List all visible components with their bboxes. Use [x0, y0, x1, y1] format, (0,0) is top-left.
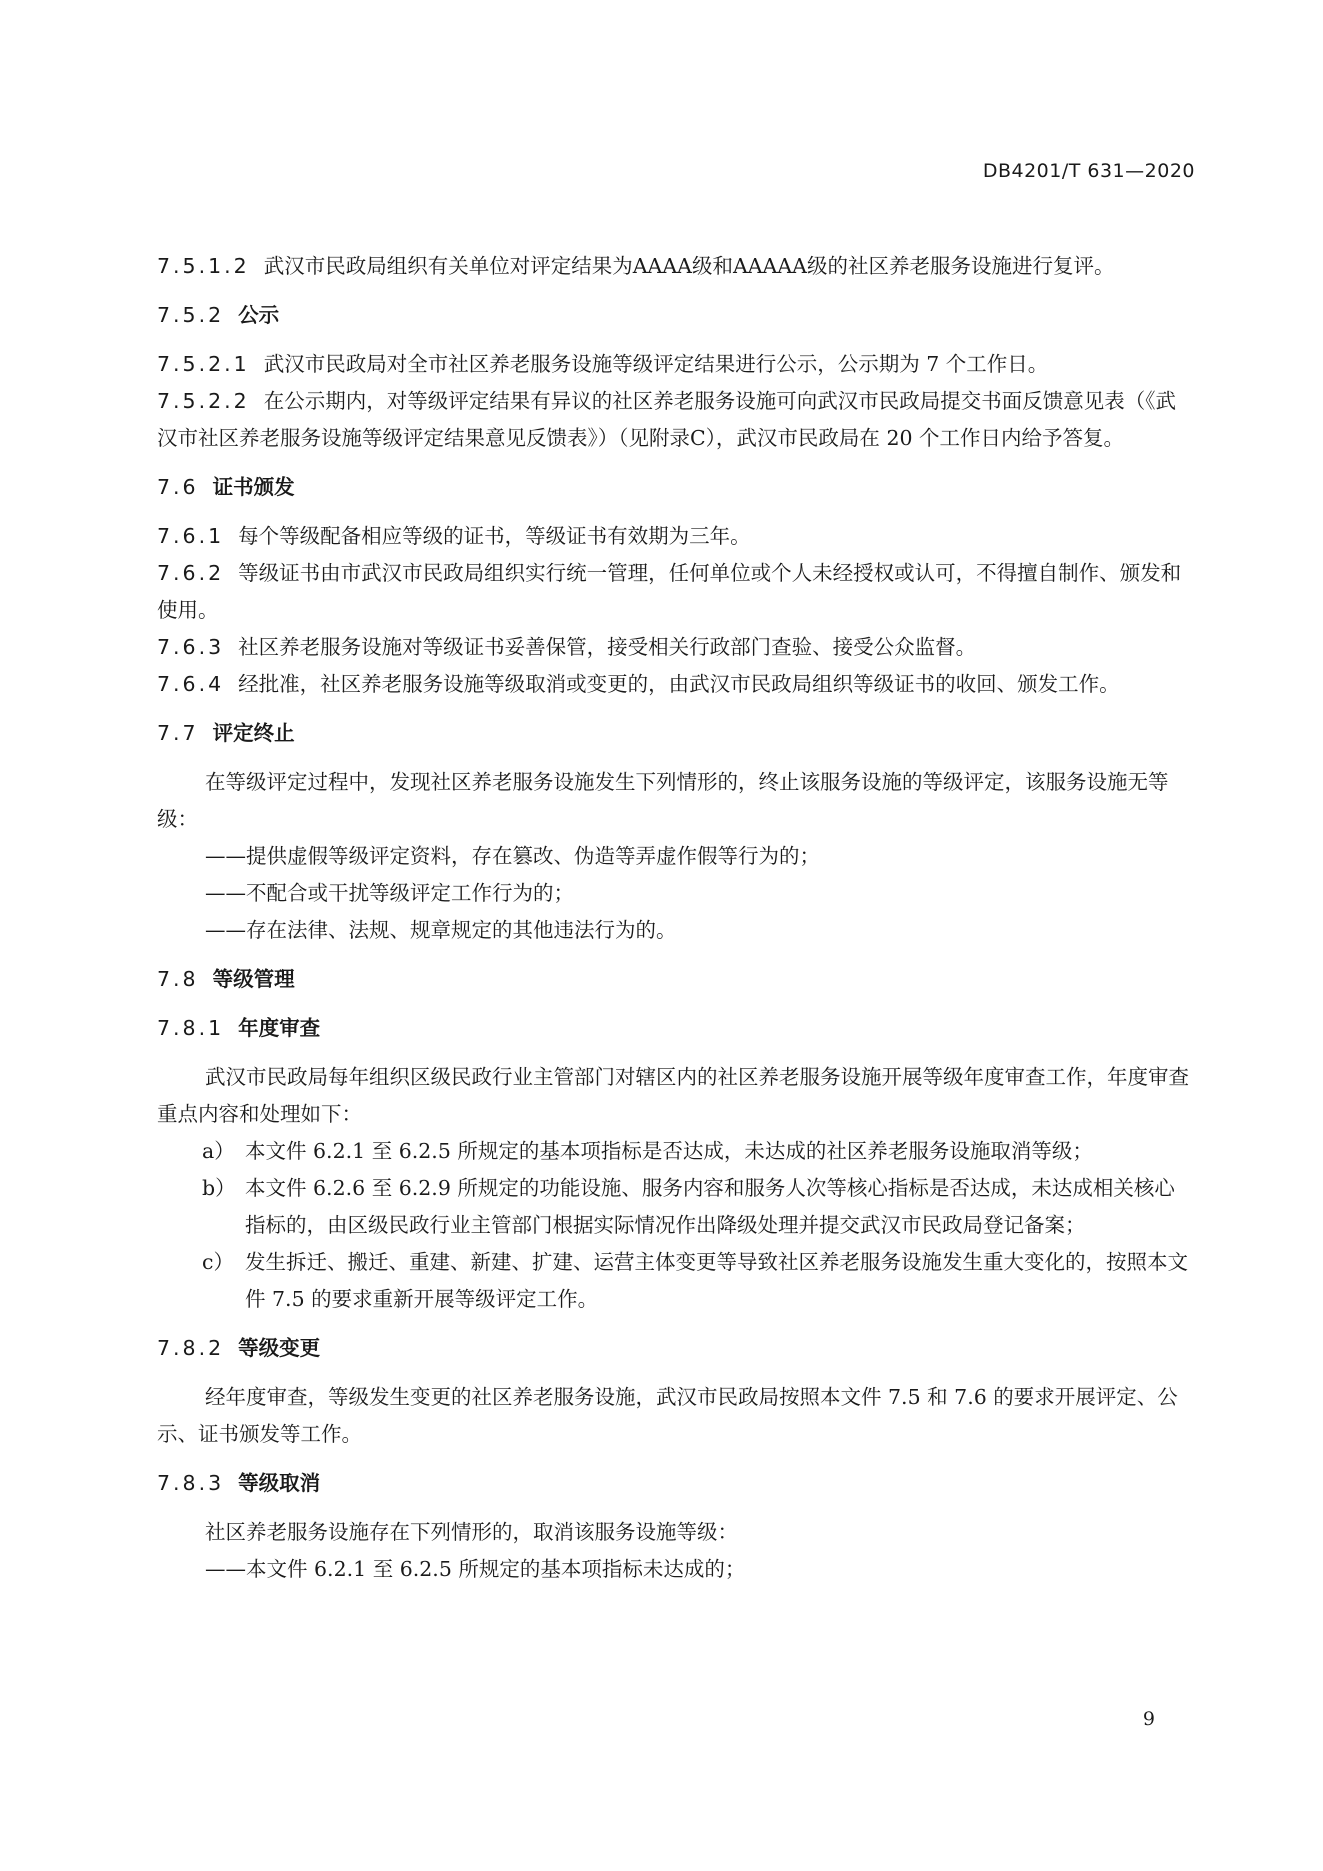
- heading-7-8: 7.8 等级管理: [157, 967, 295, 991]
- dash-item: ——不配合或干扰等级评定工作行为的；: [205, 881, 574, 905]
- paragraph: 社区养老服务设施存在下列情形的，取消该服务设施等级：: [205, 1520, 738, 1544]
- clause-7-6-1: 7.6.1 每个等级配备相应等级的证书，等级证书有效期为三年。: [157, 524, 751, 548]
- heading-7-6: 7.6 证书颁发: [157, 475, 295, 499]
- heading-7-8-3: 7.8.3 等级取消: [157, 1471, 321, 1495]
- list-item-c: c） 发生拆迁、搬迁、重建、新建、扩建、运营主体变更等导致社区养老服务设施发生重大变化的，按照本文件 7.5 的要求重新开展等级评定工作。: [202, 1250, 1188, 1311]
- clause-7-6-3: 7.6.3 社区养老服务设施对等级证书妥善保管，接受相关行政部门查验、接受公众监督。: [157, 635, 977, 659]
- document-body: [157, 248, 1190, 1588]
- heading-7-8-2: 7.8.2 等级变更: [157, 1336, 321, 1360]
- clause-7-5-2-2: 7.5.2.2 在公示期内，对等级评定结果有异议的社区养老服务设施可向武汉市民政局提交书面反馈意见表（《武汉市社区养老服务设施等级评定结果意见反馈表》）（见附录C），武汉市民政局在 20 个工作日内给予答复。: [157, 389, 1176, 450]
- clause-7-6-2: 7.6.2 等级证书由市武汉市民政局组织实行统一管理，任何单位或个人未经授权或认可，不得擅自制作、颁发和使用。: [157, 561, 1182, 622]
- dash-item: ——提供虚假等级评定资料，存在篡改、伪造等弄虚作假等行为的；: [205, 844, 820, 868]
- heading-7-8-1: 7.8.1 年度审查: [157, 1016, 321, 1040]
- clause-7-5-2-1: 7.5.2.1 武汉市民政局对全市社区养老服务设施等级评定结果进行公示，公示期为 7 个工作日。: [157, 352, 1049, 376]
- list-item-b: b） 本文件 6.2.6 至 6.2.9 所规定的功能设施、服务内容和服务人次等核心指标是否达成，未达成相关核心指标的，由区级民政行业主管部门根据实际情况作出降级处理并提交武汉市民政局登记备案；: [202, 1176, 1175, 1237]
- dash-item: ——存在法律、法规、规章规定的其他违法行为的。: [205, 918, 677, 942]
- clause-7-5-1-2: 7.5.1.2 武汉市民政局组织有关单位对评定结果为AAAA级和AAAAA级的社区养老服务设施进行复评。: [157, 254, 1115, 278]
- paragraph: 在等级评定过程中，发现社区养老服务设施发生下列情形的，终止该服务设施的等级评定，该服务设施无等级：: [157, 770, 1169, 831]
- list-item-a: a） 本文件 6.2.1 至 6.2.5 所规定的基本项指标是否达成，未达成的社区养老服务设施取消等级；: [202, 1139, 1093, 1163]
- heading-7-7: 7.7 评定终止: [157, 721, 295, 745]
- standard-code: DB4201/T 631—2020: [982, 160, 1195, 182]
- page-number: 9: [1142, 1708, 1155, 1730]
- paragraph: 经年度审查，等级发生变更的社区养老服务设施，武汉市民政局按照本文件 7.5 和 7.6 的要求开展评定、公示、证书颁发等工作。: [157, 1385, 1178, 1446]
- paragraph: 武汉市民政局每年组织区级民政行业主管部门对辖区内的社区养老服务设施开展等级年度审查工作，年度审查重点内容和处理如下：: [157, 1065, 1189, 1126]
- clause-7-6-4: 7.6.4 经批准，社区养老服务设施等级取消或变更的，由武汉市民政局组织等级证书的收回、颁发工作。: [157, 672, 1120, 696]
- heading-7-5-2: 7.5.2 公示: [157, 303, 280, 327]
- dash-item: ——本文件 6.2.1 至 6.2.5 所规定的基本项指标未达成的；: [205, 1557, 746, 1581]
